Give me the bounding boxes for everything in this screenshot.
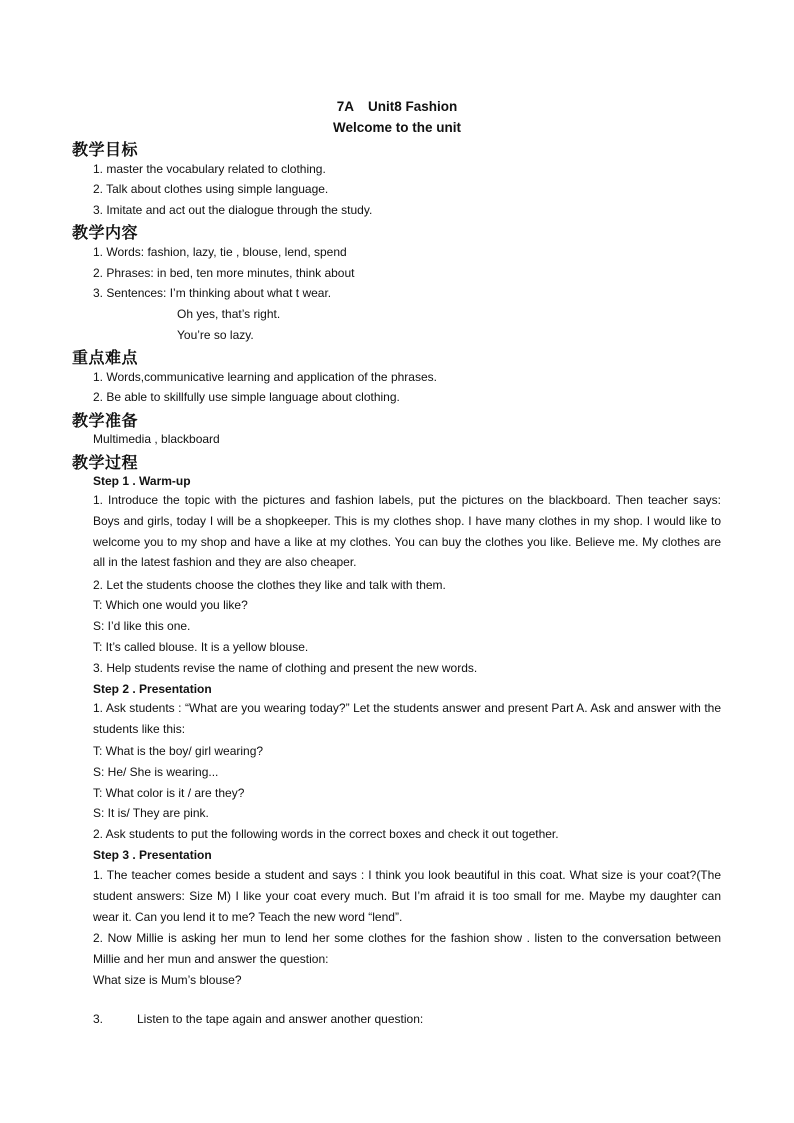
step1-title: Step 1 . Warm-up [93, 474, 191, 488]
document-title [0, 99, 794, 114]
step2-paragraph: 1. Ask students : “What are you wearing today?” Let the students answer and present Part A. Ask and answer with the students like this: [93, 701, 721, 736]
step1-line: T: Which one would you like? [93, 598, 248, 612]
step3-paragraph-2: 2. Now Millie is asking her mun to lend her some clothes for the fashion show . listen to the conversation between Millie and her mun and answer the question: [93, 931, 721, 966]
step3-item3 [93, 1012, 423, 1026]
objective-item: 2. Talk about clothes using simple language. [93, 182, 329, 196]
content-item: 3. Sentences: I’m thinking about what t wear. [93, 286, 332, 300]
step2-line: S: It is/ They are pink. [93, 806, 209, 820]
step2-line: 2. Ask students to put the following words in the correct boxes and check it out together. [93, 827, 559, 841]
key-point-item: 2. Be able to skillfully use simple language about clothing. [93, 390, 400, 404]
title-unit: Unit8 Fashion [368, 99, 458, 114]
step1-line: S: I’d like this one. [93, 619, 191, 633]
key-points-heading: 重点难点 [72, 348, 139, 367]
step2-line: S: He/ She is wearing... [93, 765, 219, 779]
step3-question: What size is Mum’s blouse? [93, 973, 242, 987]
step3-item3-number: 3. [93, 1012, 104, 1026]
content-heading: 教学内容 [72, 223, 139, 242]
step1-paragraph: 1. Introduce the topic with the pictures and fashion labels, put the pictures on the blackboard. Then teacher says: Boys and girls, today I will be a shopkeeper. This is my clothes shop. I have many clothes in my shop. I would like to welcome you to my shop and have a like at my clothes. You can buy the clothes you like. Believe me. My clothes are all in the latest fashion and they are also cheaper. [93, 493, 721, 570]
step1-line: T: It’s called blouse. It is a yellow blouse. [93, 640, 309, 654]
step3-paragraph: 1. The teacher comes beside a student and says : I think you look beautiful in this coat. What size is your coat?(The student answers: Size M) I like your coat every much. But I’m afraid it is too small for me. Maybe my daughter can wear it. Can you lend it to me? Teach the new word “lend”. [93, 868, 721, 924]
process-heading: 教学过程 [72, 453, 139, 472]
objectives-heading: 教学目标 [72, 140, 139, 159]
step2-line: T: What is the boy/ girl wearing? [93, 744, 264, 758]
step2-title: Step 2 . Presentation [93, 682, 212, 696]
title-grade: 7A [336, 99, 354, 114]
objective-item: 1. master the vocabulary related to clothing. [93, 162, 326, 176]
content-sentence: You’re so lazy. [177, 328, 254, 342]
document-subtitle: Welcome to the unit [332, 120, 461, 135]
preparation-text: Multimedia , blackboard [93, 432, 220, 446]
objective-item: 3. Imitate and act out the dialogue through the study. [93, 203, 373, 217]
key-point-item: 1. Words,communicative learning and application of the phrases. [93, 370, 437, 384]
step1-line: 3. Help students revise the name of clothing and present the new words. [93, 661, 478, 675]
step3-item3-text: Listen to the tape again and answer another question: [137, 1012, 424, 1026]
step1-line: 2. Let the students choose the clothes they like and talk with them. [93, 578, 446, 592]
content-item: 2. Phrases: in bed, ten more minutes, think about [93, 266, 355, 280]
step3-title: Step 3 . Presentation [93, 848, 212, 862]
content-sentence: Oh yes, that’s right. [177, 307, 281, 321]
content-item: 1. Words: fashion, lazy, tie , blouse, lend, spend [93, 245, 347, 259]
preparation-heading: 教学准备 [72, 411, 139, 430]
step2-line: T: What color is it / are they? [93, 786, 245, 800]
